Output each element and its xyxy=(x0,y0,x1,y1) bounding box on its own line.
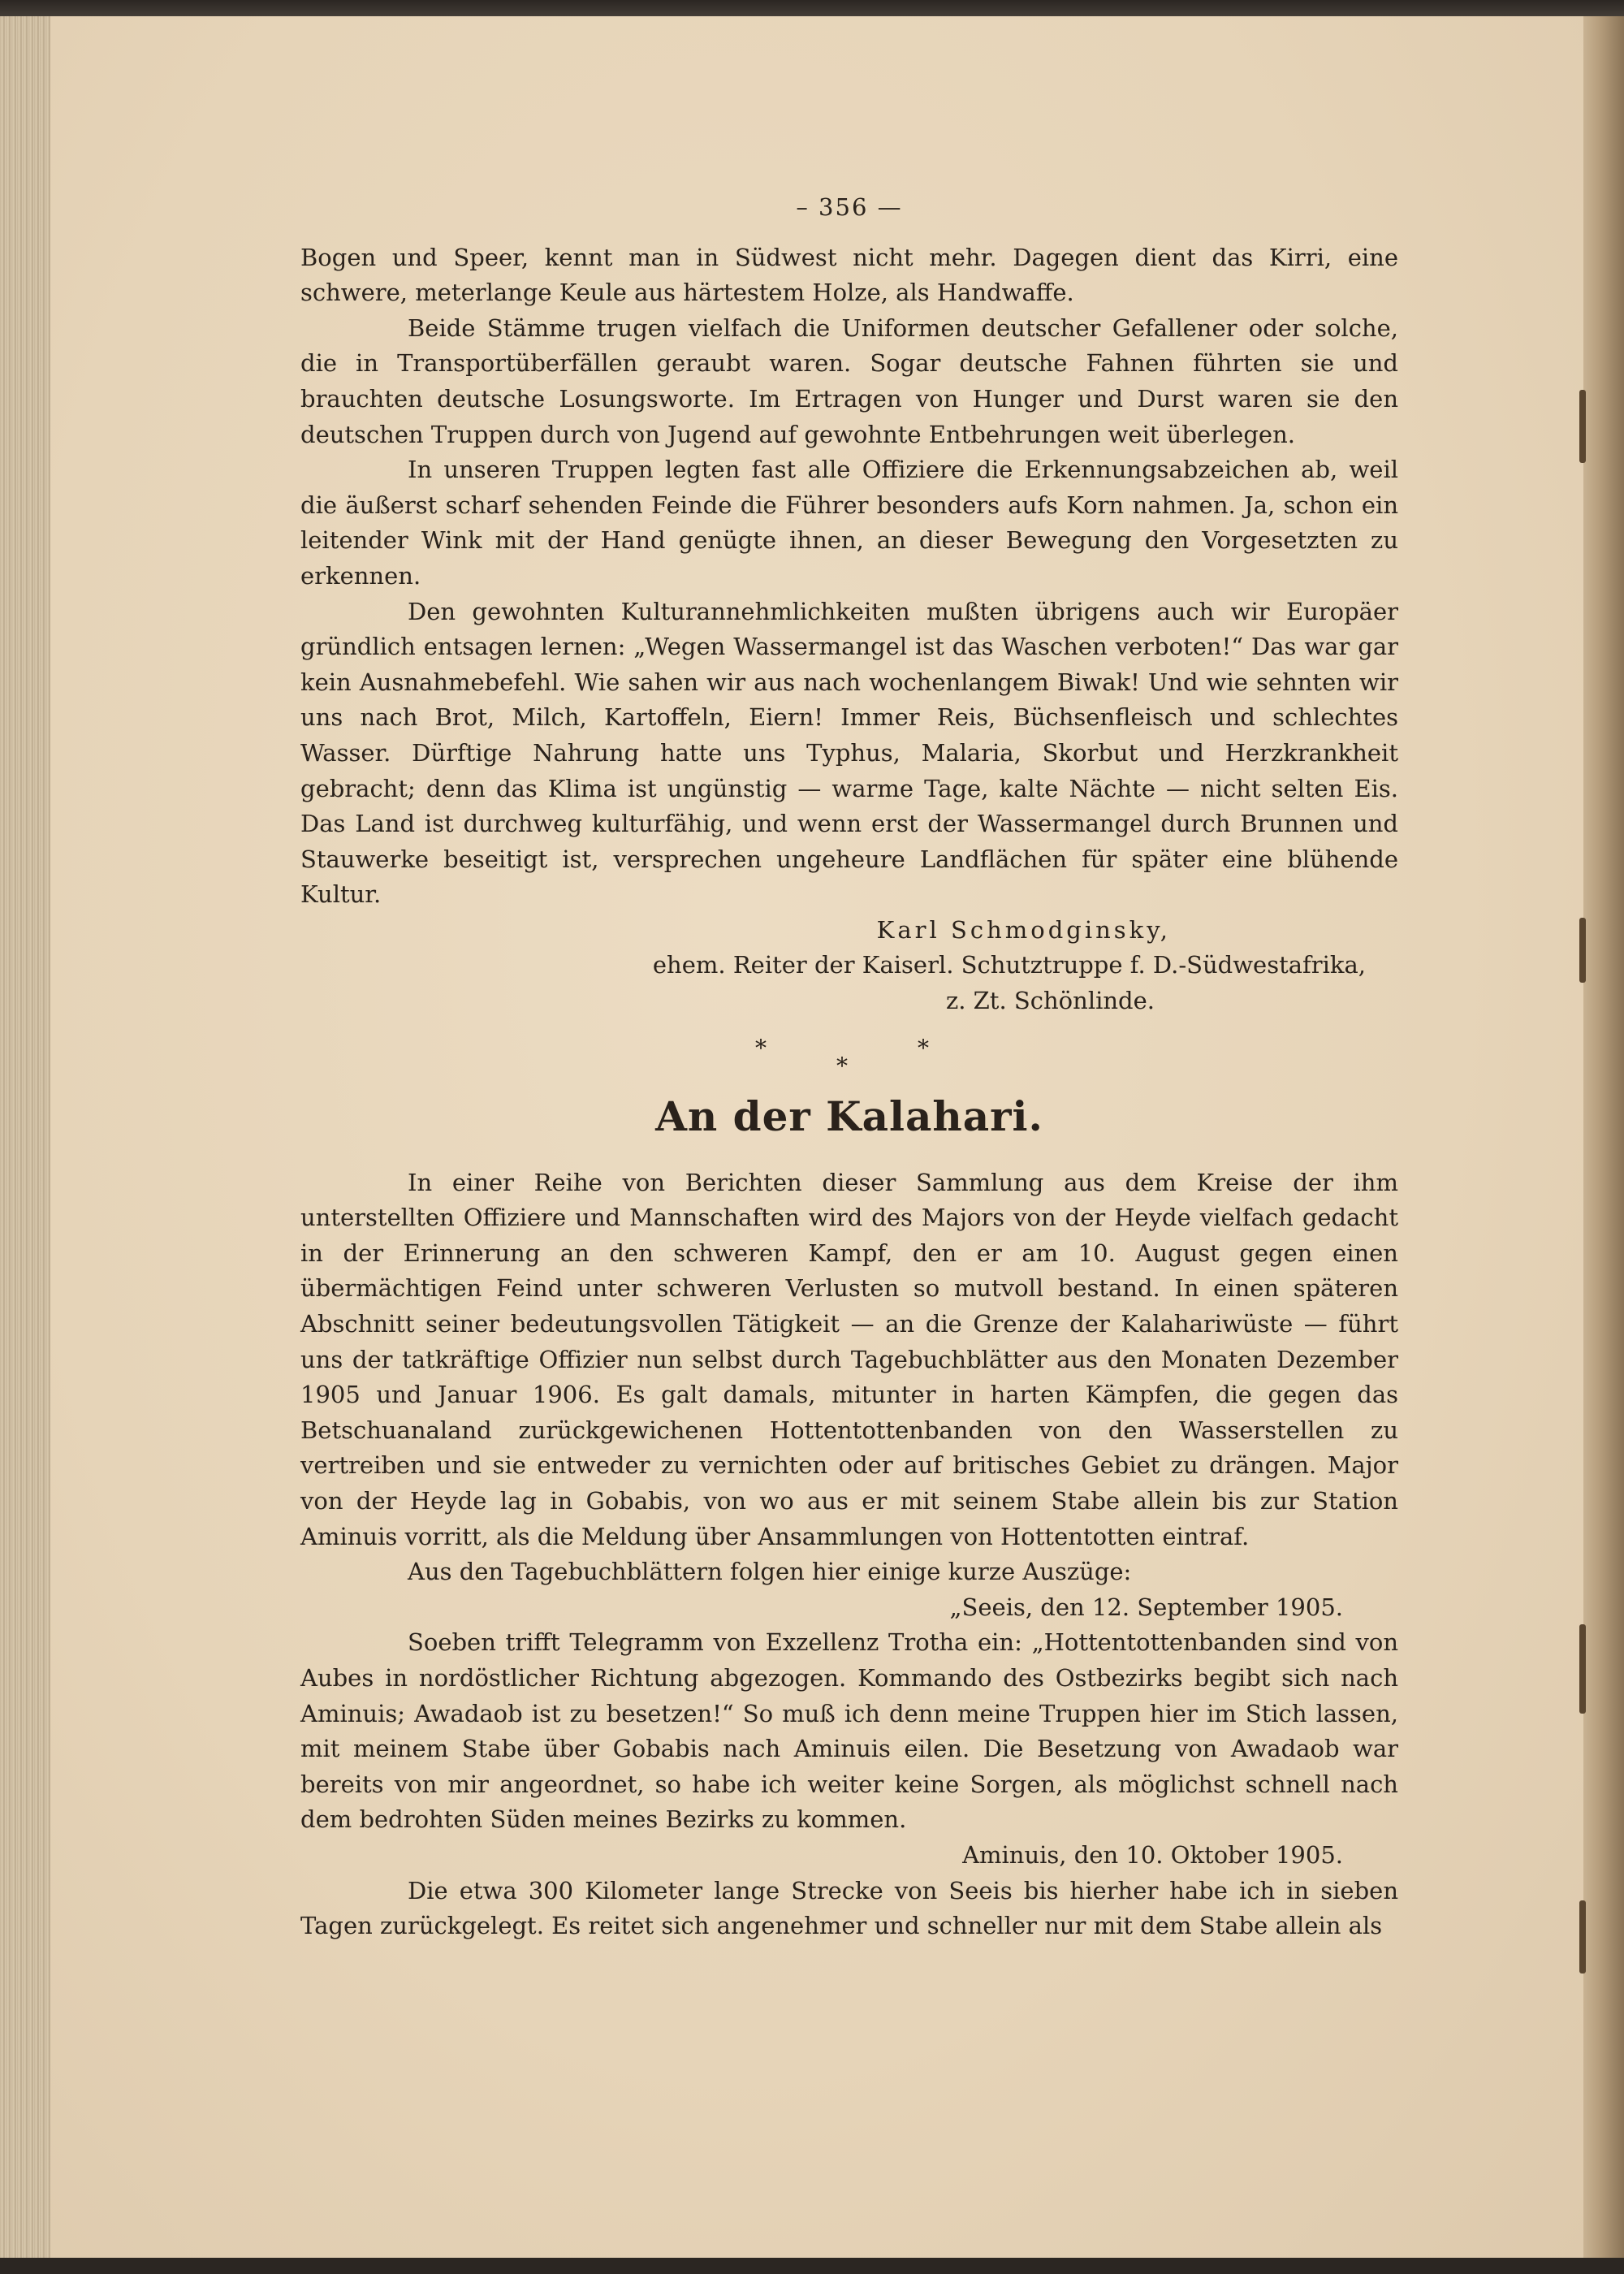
page-text xyxy=(300,190,1398,1944)
separator-star: * xyxy=(918,1034,929,1061)
diary-dateline: „Seeis, den 12. September 1905. xyxy=(949,1593,1343,1621)
signature-role: ehem. Reiter der Kaiserl. Schutztruppe f. D.-Südwestafrika, xyxy=(652,951,1366,979)
page-tab-marker xyxy=(1579,1624,1586,1714)
paragraph: Bogen und Speer, kennt man in Südwest nicht mehr. Dagegen dient das Kirri, eine schwere, meterlange Keule aus härtestem Holze, als Handwaffe. xyxy=(300,243,1398,307)
paragraph: Beide Stämme trugen vielfach die Uniformen deutscher Gefallener oder solche, die in Transportüberfällen geraubt waren. Sogar deutsche Fahnen führten sie und brauchten deutsche Losungsworte. Im Ertragen von Hunger und Durst waren sie den deutschen Truppen durch von Jugend auf gewohnte Entbehrungen weit überlegen. xyxy=(300,313,1398,448)
paragraph: Den gewohnten Kulturannehmlichkeiten mußten übrigens auch wir Europäer gründlich entsagen lernen: „Wegen Wassermangel ist das Waschen verboten!“ Das war gar kein Ausnahmebefehl. Wie sahen wir aus nach wochenlangem Biwak! Und wie sehnten wir uns nach Brot, Milch, Kartoffeln, Eiern! Immer Reis, Büchsenfleisch und schlechtes Wasser. Dürftige Nahrung hatte uns Typhus, Malaria, Skorbut und Herzkrankheit gebracht; denn das Klima ist ungünstig — warme Tage, kalte Nächte — nicht selten Eis. Das Land ist durchweg kulturfähig, und wenn erst der Wassermangel durch Brunnen und Stauwerke beseitigt ist, versprechen ungeheure Landflächen für später eine blühende Kultur. xyxy=(300,597,1398,909)
separator-star: * xyxy=(836,1052,848,1079)
signature-place: z. Zt. Schönlinde. xyxy=(945,987,1155,1015)
signature-name: Karl Schmodginsky, xyxy=(876,915,1171,944)
page-edges-left xyxy=(0,16,50,2258)
section-separator xyxy=(300,1027,1398,1081)
page-tab-marker xyxy=(1579,918,1586,983)
separator-star: * xyxy=(755,1034,767,1061)
diary-entry: Soeben trifft Telegramm von Exzellenz Trotha ein: „Hottentottenbanden sind von Aubes in nordöstlicher Richtung abgezogen. Kommando des Ostbezirks begibt sich nach Aminuis; Awadaob ist zu besetzen!“ So muß ich denn meine Truppen hier im Stich lassen, mit meinem Stabe über Gobabis nach Aminuis eilen. Die Besetzung von Awadaob war bereits von mir angeordnet, so habe ich weiter keine Sorgen, als möglichst schnell nach dem bedrohten Süden meines Bezirks zu kommen. xyxy=(300,1628,1398,1834)
paragraph: In unseren Truppen legten fast alle Offiziere die Erkennungsabzeichen ab, weil die äußerst scharf sehenden Feinde die Führer besonders aufs Korn nahmen. Ja, schon ein leitender Wink mit der Hand genügte ihnen, an dieser Bewegung den Vorgesetzten zu erkennen. xyxy=(300,456,1398,590)
scan-border-bottom xyxy=(0,2258,1624,2274)
section-title: An der Kalahari. xyxy=(655,1092,1043,1140)
book-gutter-right xyxy=(1583,16,1624,2258)
paragraph: Aus den Tagebuchblättern folgen hier einige kurze Auszüge: xyxy=(408,1558,1132,1586)
page-tab-marker xyxy=(1579,1900,1586,1974)
page-tab-marker xyxy=(1579,390,1586,463)
page-number: – 356 — xyxy=(796,193,903,221)
paragraph: In einer Reihe von Berichten dieser Sammlung aus dem Kreise der ihm unterstellten Offiziere und Mannschaften wird des Majors von der Heyde vielfach gedacht in der Erinnerung an den schweren Kampf, den er am 10. August gegen einen übermächtigen Feind unter schweren Verlusten so mutvoll bestand. In einen späteren Abschnitt seiner bedeutungsvollen Tätigkeit — an die Grenze der Kalahariwüste — führt uns der tatkräftige Offizier nun selbst durch Tagebuchblätter aus den Monaten Dezember 1905 und Januar 1906. Es galt damals, mitunter in harten Kämpfen, die gegen das Betschuanaland zurückgewichenen Hottentottenbanden von den Wasserstellen zu vertreiben und sie entweder zu vernichten oder auf britisches Gebiet zu drängen. Major von der Heyde lag in Gobabis, von wo aus er mit seinem Stabe allein bis zur Station Aminuis vorritt, als die Meldung über Ansammlungen von Hottentotten eintraf. xyxy=(300,1168,1398,1550)
diary-dateline: Aminuis, den 10. Oktober 1905. xyxy=(962,1840,1343,1869)
diary-entry: Die etwa 300 Kilometer lange Strecke von Seeis bis hierher habe ich in sieben Tagen zurückgelegt. Es reitet sich angenehmer und schneller nur mit dem Stabe allein als xyxy=(300,1876,1398,1940)
